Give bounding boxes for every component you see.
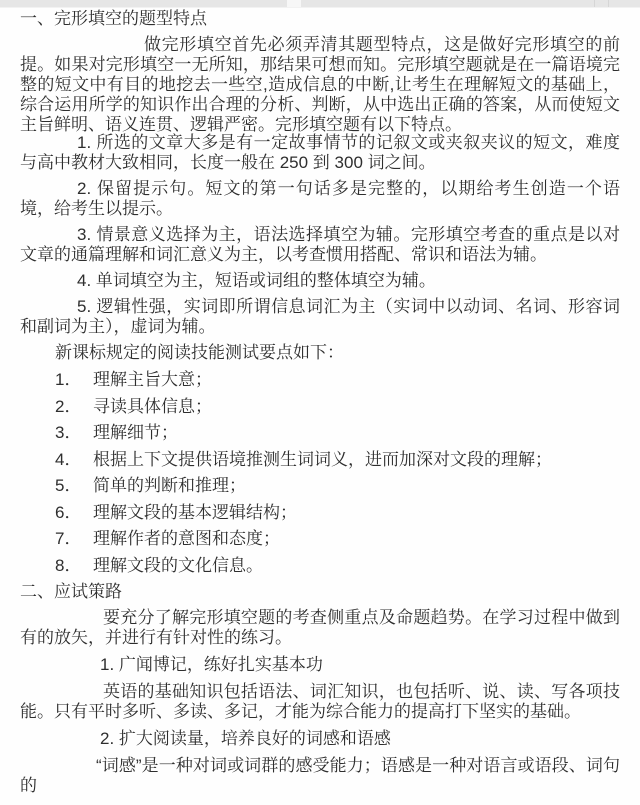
- feature-paragraph-4: 4. 单词填空为主，短语或词组的整体填空为辅。: [77, 271, 436, 290]
- top-strip-divider: [594, 0, 595, 7]
- document-body: [0, 8, 640, 796]
- top-strip-divider: [608, 0, 609, 7]
- skill-item-text: 理解文段的基本逻辑结构；: [93, 502, 297, 522]
- window-top-strip: [0, 0, 640, 8]
- feature-paragraph-2: 2. 保留提示句。短文的第一句话多是完整的，以期给考生创造一个语境，给考生以提示。: [20, 179, 620, 218]
- skill-item-text: 寻读具体信息；: [93, 396, 212, 416]
- skill-item-text: 简单的判断和推理；: [93, 476, 246, 495]
- skill-item-text: 理解文段的文化信息。: [93, 555, 263, 575]
- feature-paragraph-1: 1. 所选的文章大多是有一定故事情节的记叙文或夹叙夹议的短文，难度与高中教材大致相同，长度一般在 250 到 300 词之间。: [20, 133, 620, 172]
- skill-item-number: 7．: [55, 529, 82, 548]
- strategy-paragraph-2-truncated: “词感”是一种对词或词群的感受能力；语感是一种对语言或语段、词句的: [20, 756, 620, 795]
- skill-list-item: [55, 397, 620, 417]
- skill-item-number: 6．: [55, 502, 82, 522]
- skill-item-number: 8．: [55, 555, 82, 575]
- skill-item-text: 根据上下文提供语境推测生词词义，进而加深对文段的理解；: [93, 449, 552, 469]
- skill-list-item: [55, 450, 620, 470]
- strategy-paragraph-1: 英语的基础知识包括语法、词汇知识，也包括听、说、读、写各项技能。只有平时多听、多读、多记，才能为综合能力的提高打下坚实的基础。: [20, 682, 620, 721]
- skills-list-intro: 新课标规定的阅读技能测试要点如下：: [55, 343, 344, 362]
- section2-intro-paragraph: 要充分了解完形填空题的考查侧重点及命题趋势。在学习过程中做到有的放矢，并进行有针对性的练习。: [20, 608, 620, 647]
- strategy-subheading-1: 1. 广闻博记，练好扎实基本功: [100, 655, 323, 674]
- skill-list-item: [55, 556, 620, 576]
- skill-item-number: 1．: [55, 370, 82, 389]
- skill-item-number: 4．: [55, 449, 82, 469]
- skill-list-item: [55, 370, 620, 390]
- skill-item-text: 理解主旨大意；: [93, 370, 212, 389]
- skill-item-number: 5．: [55, 476, 82, 495]
- section1-heading: 一、完形填空的题型特点: [20, 9, 207, 28]
- skill-list-item: [55, 503, 620, 523]
- skill-list-item: [55, 423, 620, 443]
- skill-item-text: 理解作者的意图和态度；: [93, 529, 280, 548]
- feature-paragraph-3: 3. 情景意义选择为主，语法选择填空为辅。完形填空考查的重点是以对文章的通篇理解和词汇意义为主，以考查惯用搭配、常识和语法为辅。: [20, 225, 620, 264]
- feature-paragraph-5: 5. 逻辑性强，实词即所谓信息词汇为主（实词中以动词、名词、形容词和副词为主），虚词为辅。: [20, 297, 620, 336]
- skill-item-number: 2．: [55, 396, 82, 416]
- section2-heading: 二、应试策路: [20, 582, 122, 601]
- strategy-subheading-2: 2. 扩大阅读量，培养良好的词感和语感: [100, 729, 391, 748]
- skill-list-item: [55, 529, 620, 549]
- skill-item-text: 理解细节；: [93, 423, 178, 442]
- skill-list-item: [55, 476, 620, 496]
- top-strip-notch: [287, 0, 301, 7]
- section1-intro-paragraph: 做完形填空首先必须弄清其题型特点，这是做好完形填空的前提。如果对完形填空一无所知，那结果可想而知。完形填空题就是在一篇语境完整的短文中有目的地挖去一些空,造成信息的中断,让考生在理解短文的基础上，综合运用所学的知识作出合理的分析、判断，从中选出正确的答案，从而使短文主旨鲜明、语义连贯、逻辑严密。完形填空题有以下特点。: [20, 35, 620, 134]
- skill-item-number: 3．: [55, 423, 82, 442]
